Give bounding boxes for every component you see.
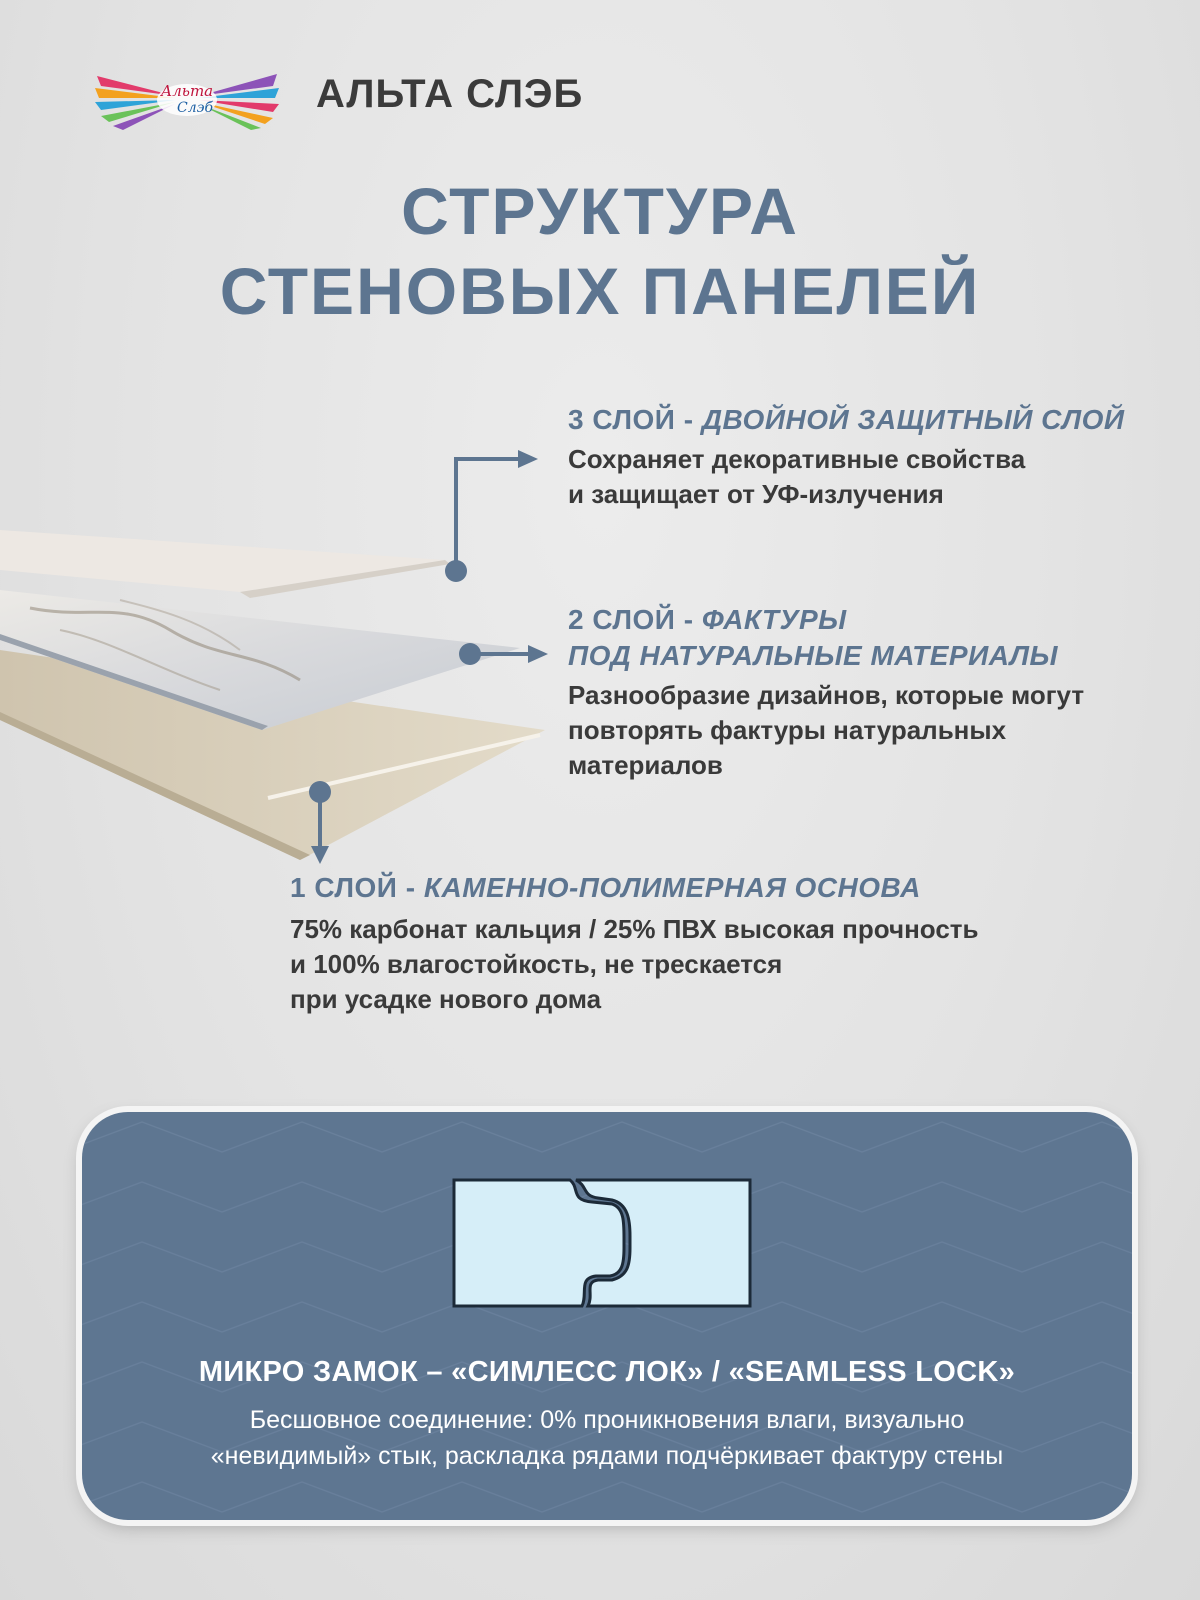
layer-3-name: ДВОЙНОЙ ЗАЩИТНЫЙ СЛОЙ [701,404,1125,435]
page-title-line-2: СТЕНОВЫХ ПАНЕЛЕЙ [219,254,981,328]
layer-2-line: повторять фактуры натуральных [568,715,1007,745]
lock-card-title: МИКРО ЗАМОК – «СИМЛЕСС ЛОК» / «SEAMLESS LOCK» [198,1356,1016,1388]
layer-1-prefix: 1 СЛОЙ - [290,872,424,903]
layer-1-line: и 100% влагостойкость, не трескается [290,949,783,979]
layer-1-description [290,912,979,1017]
layer-3-heading [568,404,1125,436]
layer-2-line: Разнообразие дизайнов, которые могут [568,680,1085,710]
layer-2-name: ФАКТУРЫ [701,604,847,635]
layer-3-line: Сохраняет декоративные свойства [568,444,1026,474]
lock-card-line: «невидимый» стык, раскладка рядами подчёркивает фактуру стены [210,1442,1004,1470]
page-title-line-1: СТРУКТУРА [401,174,799,248]
layer-2-line: материалов [568,750,723,780]
brand-name: АЛЬТА СЛЭБ [316,72,584,116]
logo-text-2: Слэб [176,100,214,116]
layer-3-description [568,442,1025,512]
layer-1-line: 75% карбонат кальция / 25% ПВХ высокая прочность [290,914,979,944]
layer-3-prefix: 3 СЛОЙ - [568,404,702,435]
lock-card-description [82,1402,1132,1474]
lock-card-line: Бесшовное соединение: 0% проникновения влаги, визуально [249,1406,965,1434]
layer-2-heading [568,604,847,636]
layer-1-line: при усадке нового дома [290,984,602,1014]
layer-1-name: КАМЕННО-ПОЛИМЕРНАЯ ОСНОВА [423,872,921,903]
layer-2-name-line-2: ПОД НАТУРАЛЬНЫЕ МАТЕРИАЛЫ [568,640,1059,671]
layer-3-line: и защищает от УФ-излучения [568,479,944,509]
panel-layers-illustration [0,530,560,860]
layer-2-prefix: 2 СЛОЙ - [568,604,702,635]
seamless-lock-card [82,1112,1132,1520]
logo-text-1: Альта [160,82,214,100]
brand-logo [92,66,282,130]
layer-1-heading [290,872,921,904]
layer-2-description [568,678,1084,783]
lock-joint-diagram [452,1178,752,1308]
